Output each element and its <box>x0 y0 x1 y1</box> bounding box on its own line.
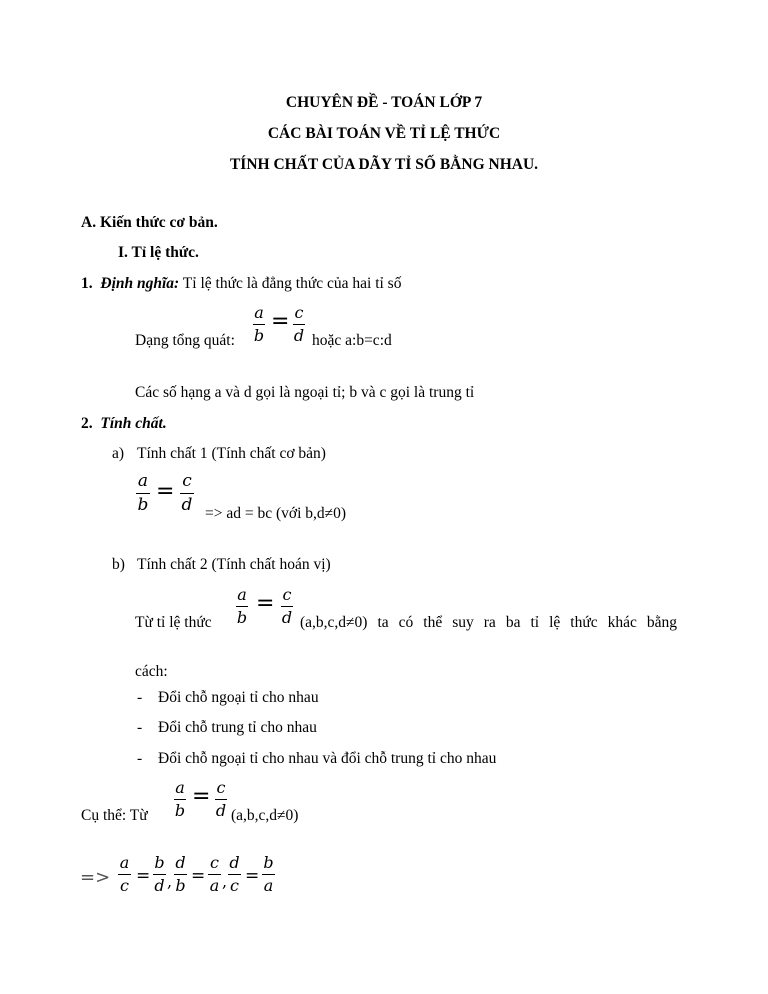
general-form-fraction-right <box>293 305 305 344</box>
numerator: a <box>119 853 130 872</box>
equals-sign: = <box>156 479 175 504</box>
numerator: b <box>154 853 165 872</box>
denominator: b <box>175 876 186 896</box>
specific-fraction-right <box>215 780 227 819</box>
fraction-bar <box>281 606 293 607</box>
implies-symbol: => <box>80 867 111 888</box>
denominator: b <box>137 495 149 516</box>
property-b-label: b) <box>112 556 125 573</box>
definition-line <box>81 276 401 292</box>
fraction-bar <box>153 874 166 875</box>
numerator: c <box>282 585 292 604</box>
general-form-fraction-left <box>253 305 265 344</box>
property-a-text: Tính chất 1 (Tính chất cơ bản) <box>137 445 326 462</box>
fraction-bar <box>180 493 194 494</box>
equals-sign: = <box>191 866 206 886</box>
denominator: a <box>263 876 274 896</box>
property-a-fraction-right <box>180 473 194 514</box>
properties-number: 2. <box>81 415 93 432</box>
denominator: a <box>209 876 220 896</box>
numerator: d <box>175 853 186 872</box>
comma: , <box>222 872 228 891</box>
denominator: b <box>236 608 248 628</box>
part-1-title: I. Tỉ lệ thức. <box>118 244 199 261</box>
fraction-bar <box>293 324 305 325</box>
definition-number: 1. <box>81 275 93 292</box>
fraction-bar <box>208 874 221 875</box>
fraction-bar <box>228 874 241 875</box>
terms-explanation: Các số hạng a và d gọi là ngoại tỉ; b và c gọi là trung tỉ <box>135 384 475 401</box>
bullet-mark: - <box>137 719 143 736</box>
bullet-mark: - <box>137 750 143 767</box>
denominator: c <box>230 876 239 896</box>
denominator: d <box>281 608 293 628</box>
equals-sign: = <box>136 866 151 886</box>
definition-label: Định nghĩa: <box>100 275 180 292</box>
fraction-bar <box>253 324 265 325</box>
result-fraction-c-a <box>208 855 221 894</box>
property-b-text: Tính chất 2 (Tính chất hoán vị) <box>137 556 331 573</box>
property-b-intro-cont: cách: <box>135 663 168 680</box>
definition-text: Tỉ lệ thức là đẳng thức của hai tỉ số <box>179 275 402 292</box>
fraction-bar <box>236 606 248 607</box>
equals-sign: = <box>245 866 260 886</box>
specific-condition: (a,b,c,d≠0) <box>231 807 299 824</box>
property-a-fraction-left <box>136 473 150 514</box>
property-b-intro-start: Từ tỉ lệ thức <box>135 614 212 631</box>
fraction-bar <box>136 493 150 494</box>
property-a-result: => ad = bc (với b,d≠0) <box>205 505 347 522</box>
property-b-fraction-left <box>236 587 248 626</box>
bullet-item: Đổi chỗ trung tỉ cho nhau <box>158 719 317 736</box>
general-form-alt: hoặc a:b=c:d <box>312 332 392 349</box>
doc-title-line1: CHUYÊN ĐỀ - TOÁN LỚP 7 <box>285 94 483 111</box>
result-fraction-b-a <box>262 855 275 894</box>
properties-heading <box>81 416 167 432</box>
numerator: c <box>182 471 192 491</box>
bullet-item: Đổi chỗ ngoại tỉ cho nhau và đổi chỗ trung tỉ cho nhau <box>158 750 497 767</box>
bullet-mark: - <box>137 689 143 706</box>
result-fraction-d-b <box>174 855 187 894</box>
numerator: a <box>237 585 247 604</box>
specific-fraction-left <box>174 780 186 819</box>
denominator: d <box>293 326 305 346</box>
fraction-bar <box>174 799 186 800</box>
denominator: c <box>120 876 129 896</box>
specific-label: Cụ thể: Từ <box>81 807 148 824</box>
numerator: a <box>175 778 185 797</box>
denominator: d <box>154 876 165 896</box>
doc-title-line2: CÁC BÀI TOÁN VỀ TỈ LỆ THỨC <box>267 125 501 142</box>
numerator: c <box>294 303 304 322</box>
section-a-title: A. Kiến thức cơ bản. <box>81 214 218 231</box>
numerator: a <box>254 303 264 322</box>
denominator: d <box>215 801 227 821</box>
denominator: d <box>181 495 193 516</box>
numerator: d <box>229 853 240 872</box>
comma: , <box>167 872 173 891</box>
denominator: b <box>174 801 186 821</box>
fraction-bar <box>118 874 131 875</box>
fraction-bar <box>174 874 187 875</box>
general-form-label: Dạng tổng quát: <box>135 332 235 349</box>
properties-title: Tính chất. <box>100 415 167 432</box>
fraction-bar <box>215 799 227 800</box>
result-fraction-b-d <box>153 855 166 894</box>
equals-sign: = <box>192 784 211 809</box>
bullet-item: Đổi chỗ ngoại tỉ cho nhau <box>158 689 319 706</box>
result-fraction-d-c <box>228 855 241 894</box>
property-b-intro-end: (a,b,c,d≠0) ta có thể suy ra ba tỉ lệ thức khác bằng <box>300 614 677 631</box>
numerator: b <box>263 853 274 872</box>
equals-sign: = <box>256 591 275 616</box>
property-a-label: a) <box>112 445 125 462</box>
numerator: c <box>216 778 226 797</box>
property-b-fraction-right <box>281 587 293 626</box>
fraction-bar <box>262 874 275 875</box>
numerator: c <box>210 853 219 872</box>
doc-title-line3: TÍNH CHẤT CỦA DÃY TỈ SỐ BẰNG NHAU. <box>229 156 539 173</box>
result-fraction-a-c <box>118 855 131 894</box>
equals-sign: = <box>271 309 290 334</box>
denominator: b <box>253 326 265 346</box>
numerator: a <box>137 471 149 491</box>
